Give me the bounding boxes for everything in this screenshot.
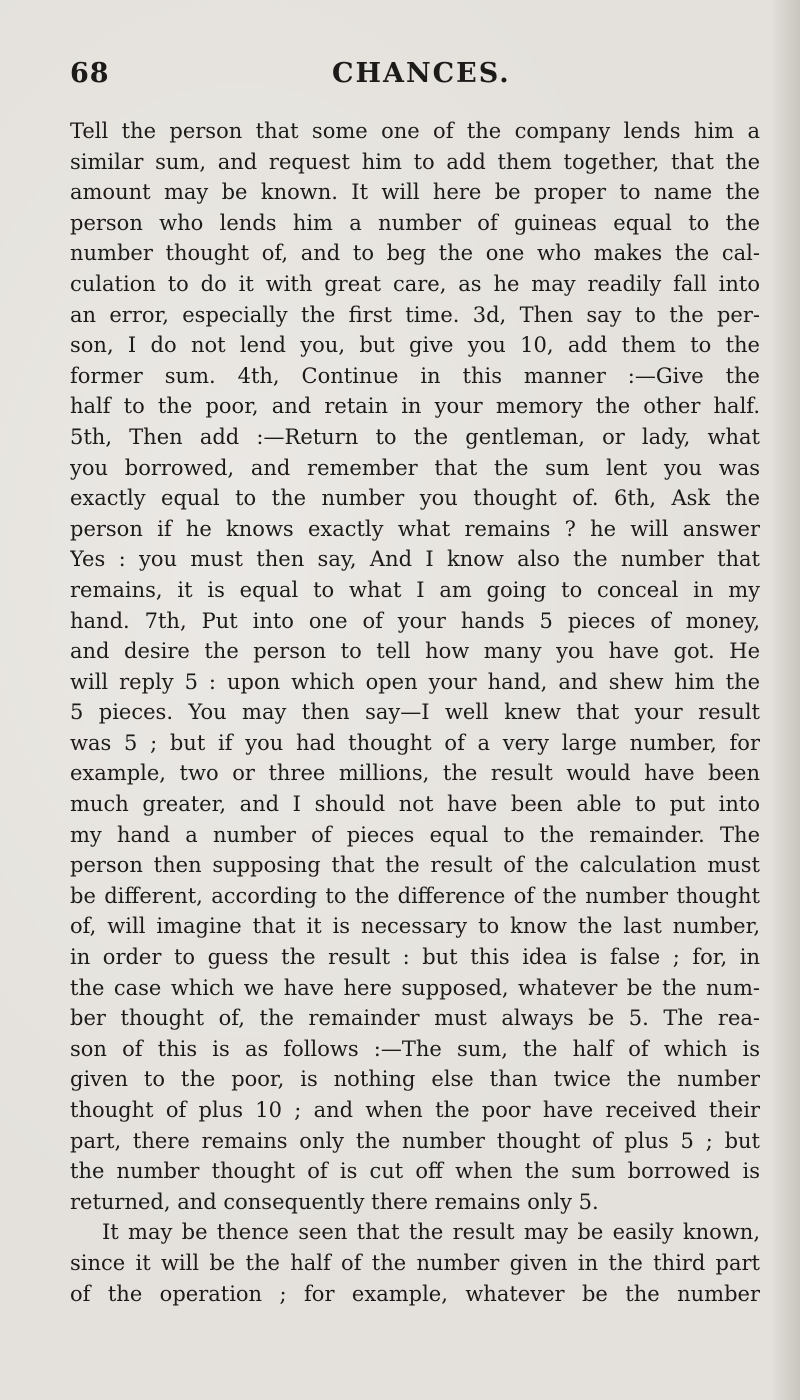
text-line: returned, and consequently there remains only 5. bbox=[70, 1189, 599, 1214]
text-line: amount may be known. It will here be proper to name the bbox=[70, 180, 760, 205]
text-line: person who lends him a number of guineas equal to the bbox=[70, 210, 760, 235]
text-line: son of this is as follows :—The sum, the half of which is bbox=[70, 1036, 760, 1061]
text-line: 5th, Then add :—Return to the gentleman, or lady, what bbox=[70, 424, 760, 449]
text-line: my hand a number of pieces equal to the remainder. The bbox=[70, 822, 760, 847]
text-line: former sum. 4th, Continue in this manner :—Give the bbox=[70, 363, 760, 388]
text-line: was 5 ; but if you had thought of a very large number, for bbox=[70, 730, 760, 755]
text-line: person then supposing that the result of the calculation must bbox=[70, 853, 760, 878]
text-line: exactly equal to the number you thought of. 6th, Ask the bbox=[70, 486, 760, 511]
text-line: since it will be the half of the number given in the third part bbox=[70, 1250, 760, 1275]
text-line: half to the poor, and retain in your memory the other half. bbox=[70, 394, 760, 419]
text-line: thought of plus 10 ; and when the poor have received their bbox=[70, 1098, 760, 1122]
text-line: you borrowed, and remember that the sum lent you was bbox=[70, 455, 760, 480]
text-line: of, will imagine that it is necessary to know the last number, bbox=[70, 914, 760, 939]
text-line: part, there remains only the number thought of plus 5 ; but bbox=[70, 1128, 760, 1153]
text-line: the case which we have here supposed, whatever be the num- bbox=[70, 975, 760, 1000]
text-line: of the operation ; for example, whatever be the number bbox=[70, 1281, 760, 1306]
text-line: It may be thence seen that the result may be easily known, bbox=[102, 1220, 760, 1245]
text-line: hand. 7th, Put into one of your hands 5 pieces of money, bbox=[70, 608, 760, 633]
page-number: 68 bbox=[70, 58, 110, 89]
text-line: Tell the person that some one of the company lends him a bbox=[70, 119, 760, 143]
text-line: the number thought of is cut off when the sum borrowed is bbox=[70, 1159, 760, 1184]
text-line: in order to guess the result : but this idea is false ; for, in bbox=[70, 945, 760, 970]
running-head: CHANCES. bbox=[332, 58, 511, 89]
page-edge-shadow bbox=[770, 0, 800, 1400]
text-line: will reply 5 : upon which open your hand, and shew him the bbox=[70, 669, 760, 694]
body-text bbox=[70, 116, 760, 1309]
text-line: and desire the person to tell how many you have got. He bbox=[70, 639, 760, 664]
text-line: similar sum, and request him to add them together, that the bbox=[70, 149, 760, 174]
text-line: much greater, and I should not have been able to put into bbox=[70, 792, 760, 817]
text-line: son, I do not lend you, but give you 10, add them to the bbox=[70, 333, 760, 358]
text-line: example, two or three millions, the result would have been bbox=[70, 761, 760, 786]
text-line: given to the poor, is nothing else than twice the number bbox=[70, 1067, 760, 1092]
text-line: person if he knows exactly what remains ? he will answer bbox=[70, 516, 760, 541]
text-line: 5 pieces. You may then say—I well knew that your result bbox=[70, 700, 760, 725]
text-line: culation to do it with great care, as he may readily fall into bbox=[70, 271, 760, 296]
text-line: remains, it is equal to what I am going to conceal in my bbox=[70, 577, 760, 602]
page-header bbox=[70, 58, 750, 98]
text-line: an error, especially the first time. 3d, Then say to the per- bbox=[70, 302, 760, 327]
text-line: number thought of, and to beg the one who makes the cal- bbox=[70, 241, 760, 266]
text-line: be different, according to the difference of the number thought bbox=[70, 883, 760, 908]
text-line: Yes : you must then say, And I know also the number that bbox=[70, 547, 760, 572]
text-line: ber thought of, the remainder must always be 5. The rea- bbox=[70, 1006, 760, 1031]
